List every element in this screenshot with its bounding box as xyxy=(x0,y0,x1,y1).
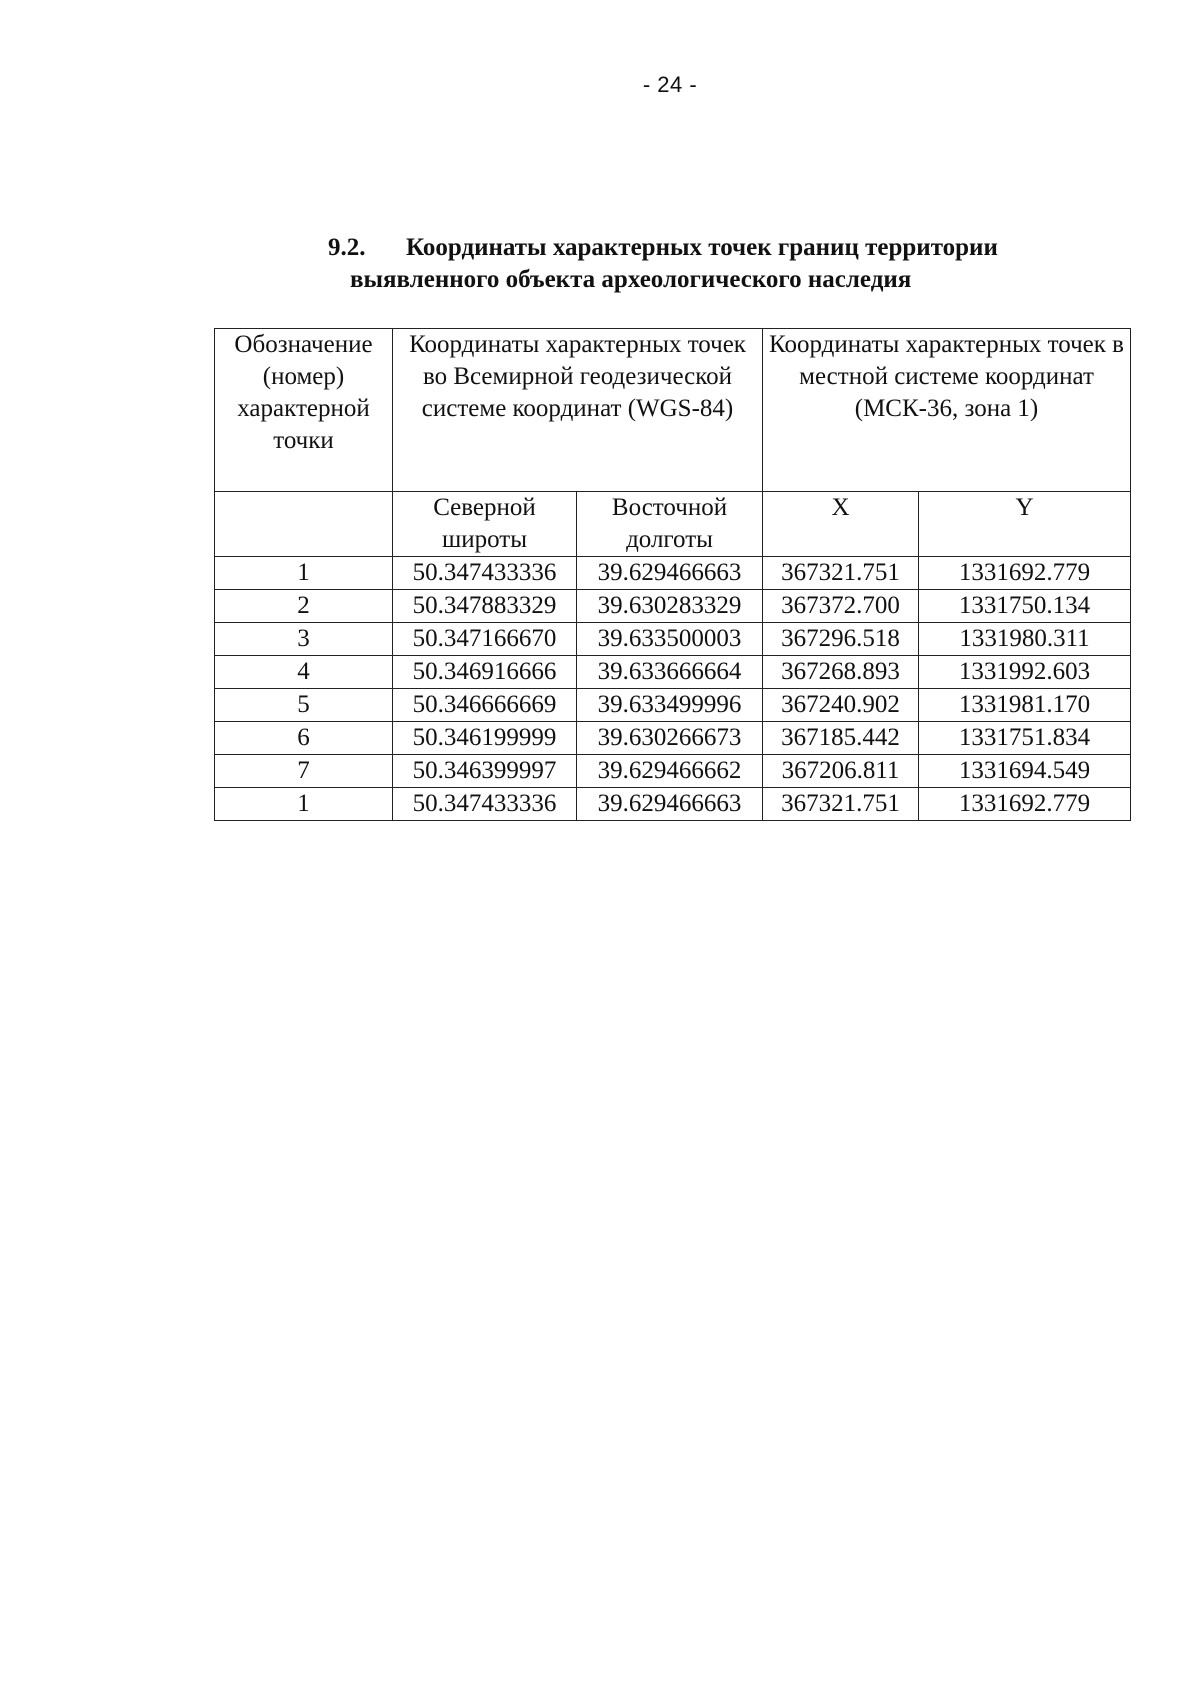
cell-longitude: 39.629466662 xyxy=(577,755,763,788)
cell-x: 367268.893 xyxy=(763,656,919,689)
cell-latitude: 50.346399997 xyxy=(393,755,577,788)
cell-latitude: 50.347166670 xyxy=(393,623,577,656)
header-msk36-group: Координаты характерных точек в местной системе координат (МСК-36, зона 1) xyxy=(763,329,1131,492)
cell-x: 367185.442 xyxy=(763,722,919,755)
cell-latitude: 50.347883329 xyxy=(393,590,577,623)
table-row xyxy=(215,689,1131,722)
cell-x: 367206.811 xyxy=(763,755,919,788)
cell-latitude: 50.346916666 xyxy=(393,656,577,689)
cell-y: 1331751.834 xyxy=(919,722,1131,755)
header-wgs84-group: Координаты характерных точек во Всемирной геодезической системе координат (WGS-84) xyxy=(393,329,763,492)
cell-point: 5 xyxy=(215,689,393,722)
cell-point: 6 xyxy=(215,722,393,755)
section-title-line1: Координаты характерных точек границ территории xyxy=(406,234,998,261)
coordinates-table xyxy=(214,328,1131,821)
cell-latitude: 50.347433336 xyxy=(393,788,577,821)
cell-latitude: 50.346199999 xyxy=(393,722,577,755)
table-row xyxy=(215,656,1131,689)
coordinates-table-body xyxy=(215,329,1131,821)
header-latitude: Северной широты xyxy=(393,492,577,557)
cell-y: 1331692.779 xyxy=(919,788,1131,821)
header-point-empty xyxy=(215,492,393,557)
cell-y: 1331992.603 xyxy=(919,656,1131,689)
cell-point: 1 xyxy=(215,557,393,590)
cell-longitude: 39.630283329 xyxy=(577,590,763,623)
table-header-row xyxy=(215,329,1131,492)
cell-latitude: 50.347433336 xyxy=(393,557,577,590)
cell-x: 367296.518 xyxy=(763,623,919,656)
cell-x: 367321.751 xyxy=(763,557,919,590)
page-number: - 24 - xyxy=(642,72,698,97)
header-longitude: Восточной долготы xyxy=(577,492,763,557)
table-row xyxy=(215,590,1131,623)
cell-longitude: 39.629466663 xyxy=(577,788,763,821)
cell-point: 7 xyxy=(215,755,393,788)
section-title-line2: выявленного объекта археологического наследия xyxy=(350,266,912,293)
cell-longitude: 39.633499996 xyxy=(577,689,763,722)
cell-longitude: 39.633666664 xyxy=(577,656,763,689)
cell-longitude: 39.633500003 xyxy=(577,623,763,656)
cell-y: 1331980.311 xyxy=(919,623,1131,656)
header-x: X xyxy=(763,492,919,557)
cell-y: 1331981.170 xyxy=(919,689,1131,722)
header-y: Y xyxy=(919,492,1131,557)
table-row xyxy=(215,722,1131,755)
table-row xyxy=(215,557,1131,590)
cell-latitude: 50.346666669 xyxy=(393,689,577,722)
cell-point: 1 xyxy=(215,788,393,821)
table-subheader-row xyxy=(215,492,1131,557)
cell-longitude: 39.629466663 xyxy=(577,557,763,590)
table-row xyxy=(215,623,1131,656)
cell-point: 2 xyxy=(215,590,393,623)
cell-x: 367372.700 xyxy=(763,590,919,623)
cell-y: 1331750.134 xyxy=(919,590,1131,623)
cell-point: 4 xyxy=(215,656,393,689)
cell-y: 1331694.549 xyxy=(919,755,1131,788)
cell-x: 367321.751 xyxy=(763,788,919,821)
cell-y: 1331692.779 xyxy=(919,557,1131,590)
cell-x: 367240.902 xyxy=(763,689,919,722)
header-point-column: Обозначение (номер) характерной точки xyxy=(215,329,393,492)
table-row xyxy=(215,755,1131,788)
cell-longitude: 39.630266673 xyxy=(577,722,763,755)
section-number: 9.2. xyxy=(328,234,366,261)
cell-point: 3 xyxy=(215,623,393,656)
section-heading xyxy=(328,232,1128,296)
table-row xyxy=(215,788,1131,821)
